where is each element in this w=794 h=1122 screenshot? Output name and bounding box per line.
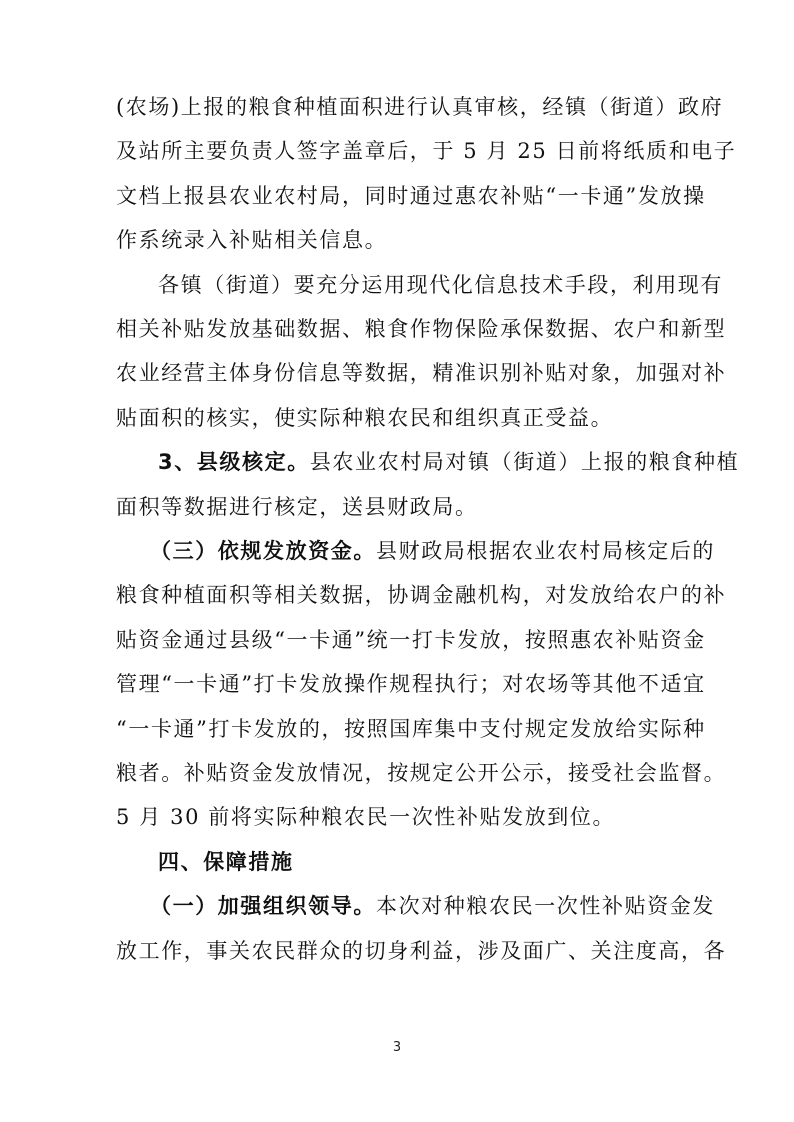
paragraph-line [150,894,715,919]
paragraph-line: 贴资金通过县级“一卡通”统一打卡发放，按照惠农补贴资金 [116,627,706,652]
paragraph-line: 5 月 30 前将实际种粮农民一次性补贴发放到位。 [116,805,616,830]
paragraph-line: 粮食种植面积等相关数据，协调金融机构，对发放给农户的补 [116,583,727,608]
page-number: 3 [392,1040,402,1055]
paragraph-line: 农业经营主体身份信息等数据，精准识别补贴对象，加强对补 [116,361,727,386]
section-lead: （一）加强组织领导。 [150,894,376,919]
paragraph-line: (农场)上报的粮食种植面积进行认真审核，经镇（街道）政府 [116,95,724,119]
paragraph-line: “一卡通”打卡发放的，按照国库集中支付规定发放给实际种 [116,716,706,741]
paragraph-line: 面积等数据进行核定，送县财政局。 [116,494,478,519]
paragraph-line: 作系统录入补贴相关信息。 [116,228,388,253]
paragraph-text: 县农业农村局对镇（街道）上报的粮食种植 [309,450,740,475]
paragraph-line: 放工作，事关农民群众的切身利益，涉及面广、关注度高，各 [116,938,727,963]
section-heading: 四、保障措施 [158,849,294,874]
paragraph-line: 粮者。补贴资金发放情况，按规定公开公示，接受社会监督。 [116,761,727,785]
paragraph-line: 文档上报县农业农村局，同时通过惠农补贴“一卡通”发放操 [116,183,706,208]
paragraph-line: 及站所主要负责人签字盖章后，于 5 月 25 日前将纸质和电子 [116,139,737,164]
section-lead: （三）依规发放资金。 [150,539,376,563]
paragraph-line [150,539,715,563]
paragraph-line [158,450,740,475]
section-lead: 3、县级核定。 [158,450,310,475]
paragraph-line: 管理“一卡通”打卡发放操作规程执行；对农场等其他不适宜 [116,672,706,697]
paragraph-text: 县财政局根据农业农村局核定后的 [376,539,715,563]
paragraph-line: 各镇（街道）要充分运用现代化信息技术手段，利用现有 [158,272,723,297]
paragraph-text: 本次对种粮农民一次性补贴资金发 [376,894,715,919]
paragraph-line: 相关补贴发放基础数据、粮食作物保险承保数据、农户和新型 [116,317,727,341]
paragraph-line: 贴面积的核实，使实际种粮农民和组织真正受益。 [116,405,614,430]
